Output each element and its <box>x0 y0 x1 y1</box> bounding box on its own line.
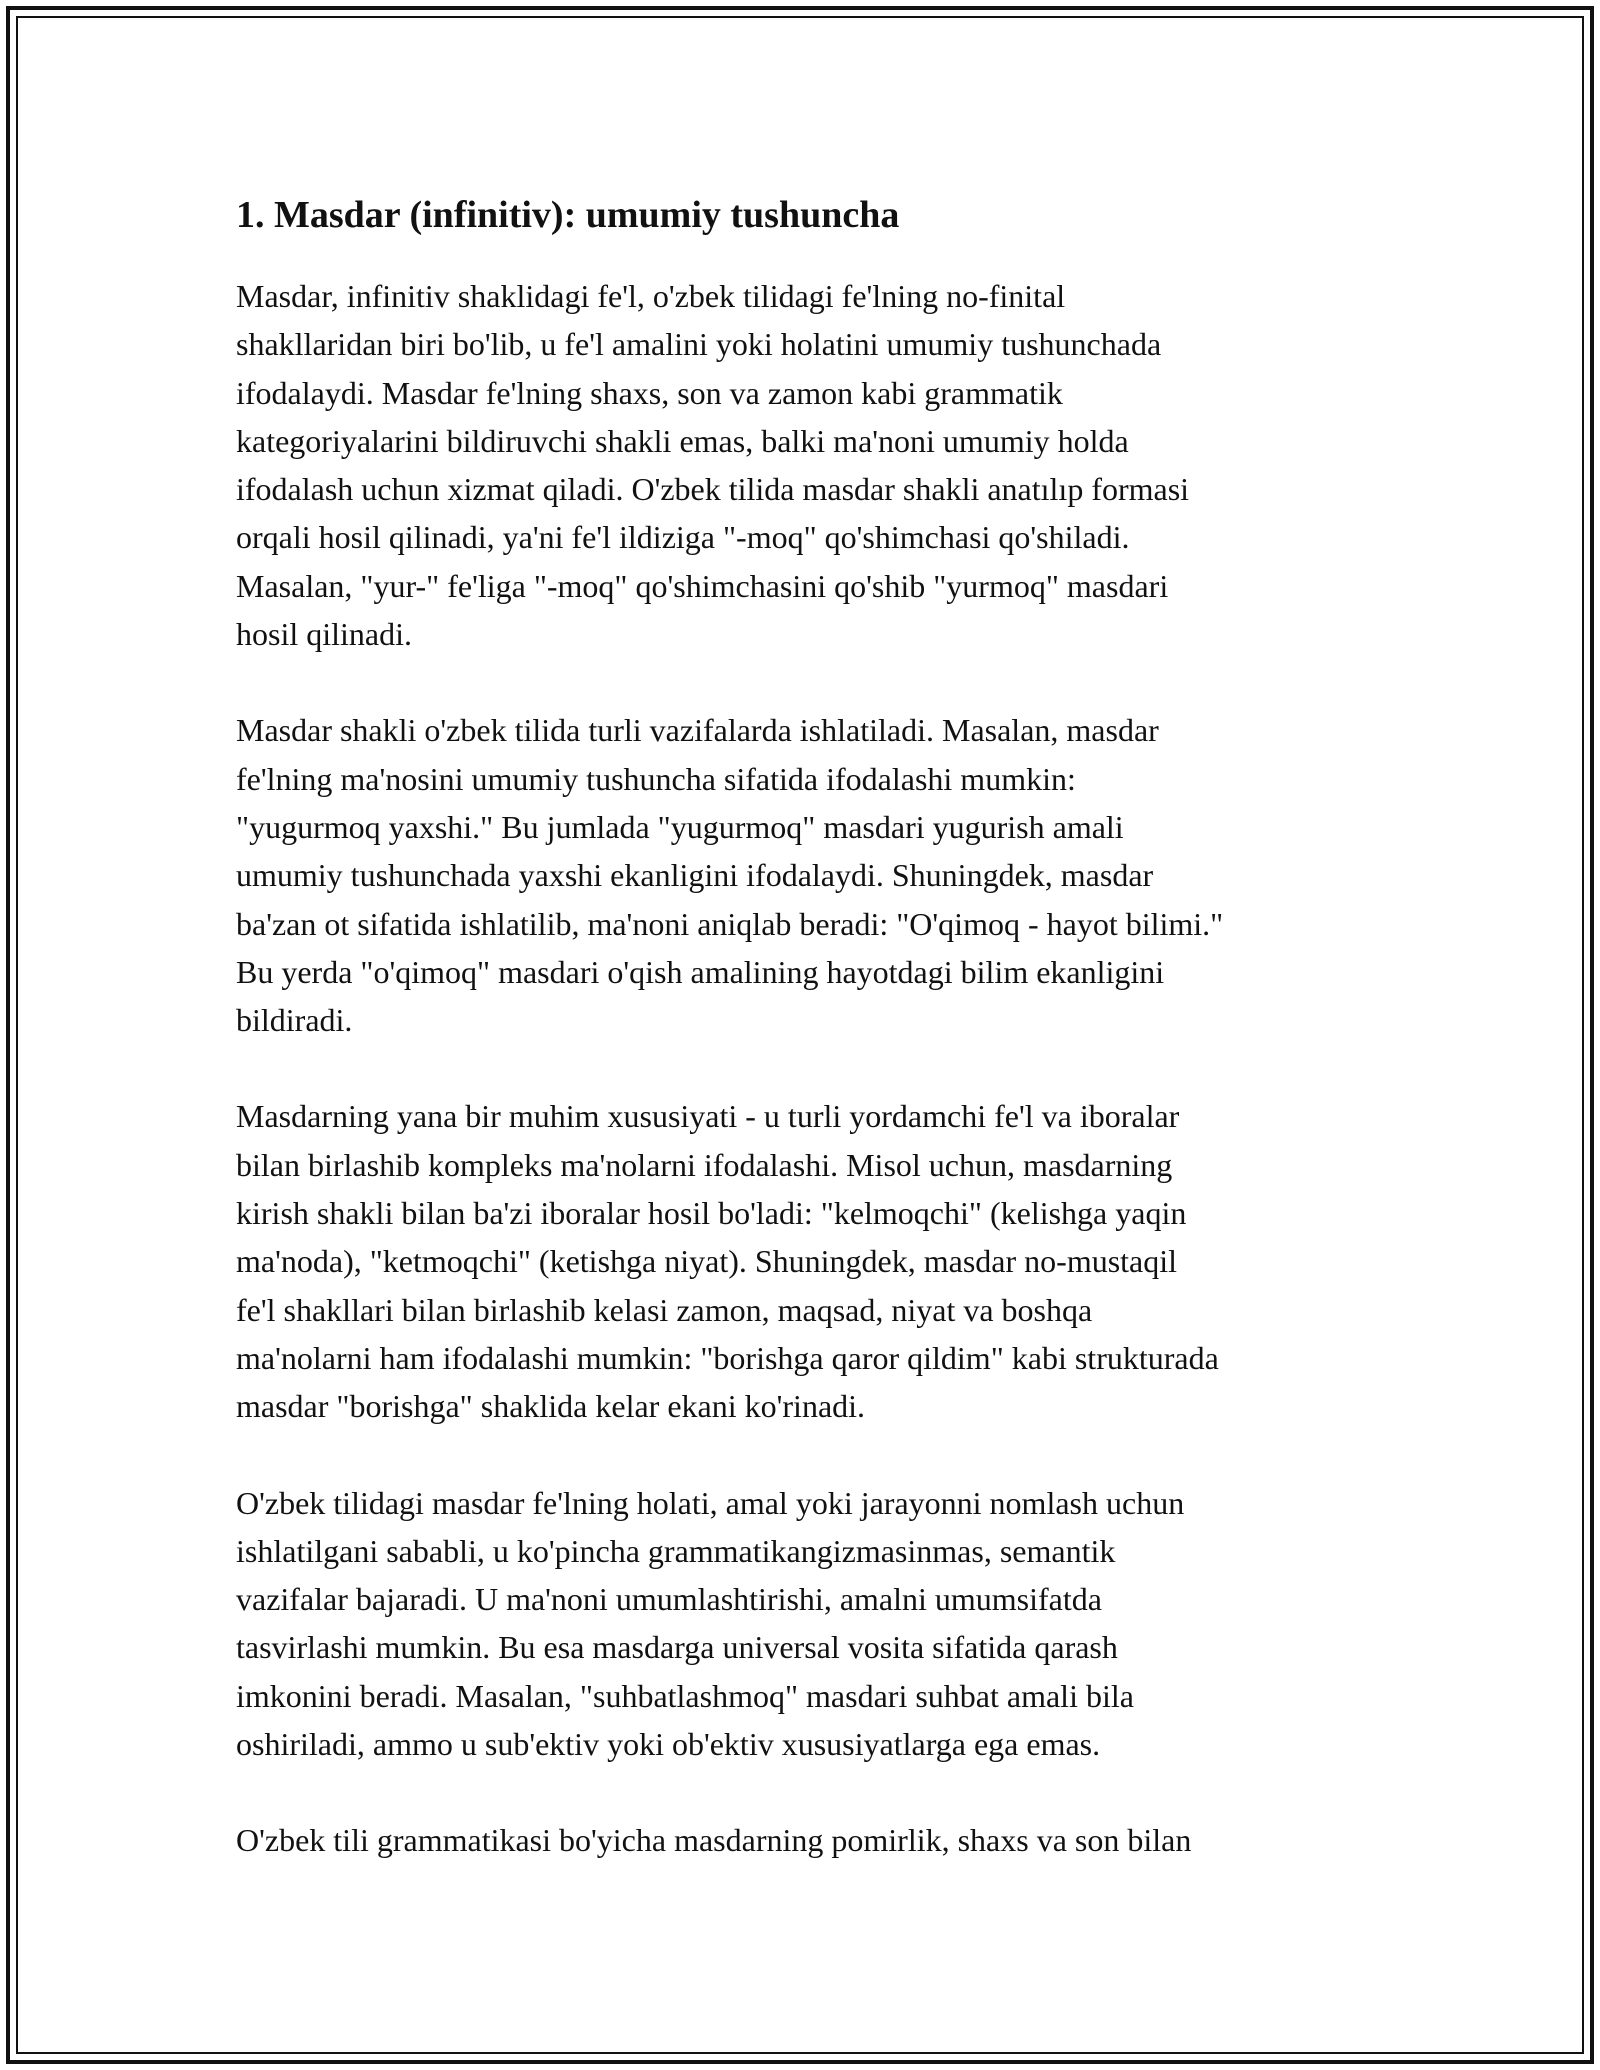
text-line: fe'l shakllari bilan birlashib kelasi zamon, maqsad, niyat va boshqa <box>236 1291 1093 1328</box>
paragraph-4 <box>236 1479 1386 1769</box>
text-line: ma'nolarni ham ifodalashi mumkin: "borishga qaror qildim" kabi strukturada <box>236 1339 1219 1376</box>
text-line: Bu yerda "o'qimoq" masdari o'qish amalining hayotdagi bilim ekanligini <box>236 953 1165 990</box>
text-line: orqali hosil qilinadi, ya'ni fe'l ildiziga "-moq" qo'shimchasi qo'shiladi. <box>236 519 1130 556</box>
text-line: bilan birlashib kompleks ma'nolarni ifodalashi. Misol uchun, masdarning <box>236 1146 1173 1183</box>
text-line: hosil qilinadi. <box>236 616 412 653</box>
text-line: masdar "borishga" shaklida kelar ekani ko'rinadi. <box>236 1388 866 1425</box>
text-line: Masdarning yana bir muhim xususiyati - u turli yordamchi fe'l va iboralar <box>236 1098 1180 1135</box>
text-line: vazifalar bajaradi. U ma'noni umumlashtirishi, amalni umumsifatda <box>236 1581 1102 1618</box>
text-line: Masdar, infinitiv shaklidagi fe'l, o'zbek tilidagi fe'lning no-finital <box>236 278 1066 314</box>
text-line: kategoriyalarini bildiruvchi shakli emas, balki ma'noni umumiy holda <box>236 422 1129 459</box>
text-line: "yugurmoq yaxshi." Bu jumlada "yugurmoq" masdari yugurish amali <box>236 808 1124 845</box>
paragraph-5 <box>236 1816 1386 1864</box>
text-line: O'zbek tili grammatikasi bo'yicha masdarning pomirlik, shaxs va son bilan <box>236 1822 1192 1859</box>
text-line: kirish shakli bilan ba'zi iboralar hosil bo'ladi: "kelmoqchi" (kelishga yaqin <box>236 1195 1187 1232</box>
text-line: Masdar shakli o'zbek tilida turli vazifalarda ishlatiladi. Masalan, masdar <box>236 712 1159 749</box>
text-line: ba'zan ot sifatida ishlatilib, ma'noni aniqlab beradi: "O'qimoq - hayot bilimi." <box>236 905 1224 942</box>
text-line: umumiy tushunchada yaxshi ekanligini ifodalaydi. Shuningdek, masdar <box>236 857 1154 894</box>
text-line: ishlatilgani sababli, u ko'pincha grammatikangizmasinmas, semantik <box>236 1532 1116 1569</box>
text-line: tasvirlashi mumkin. Bu esa masdarga universal vosita sifatida qarash <box>236 1629 1118 1666</box>
text-line: ifodalash uchun xizmat qiladi. O'zbek tilida masdar shakli anatılıp formasi <box>236 471 1190 508</box>
document-body <box>236 188 1386 1913</box>
text-line: shakllaridan biri bo'lib, u fe'l amalini yoki holatini umumiy tushunchada <box>236 326 1162 363</box>
text-line: oshiriladi, ammo u sub'ektiv yoki ob'ektiv xususiyatlarga ega emas. <box>236 1726 1101 1763</box>
text-line: bildiradi. <box>236 1002 353 1039</box>
text-line: imkonini beradi. Masalan, "suhbatlashmoq" masdari suhbat amali bila <box>236 1677 1134 1714</box>
paragraph-3 <box>236 1092 1386 1430</box>
text-line: Masalan, "yur-" fe'liga "-moq" qo'shimchasini qo'shib "yurmoq" masdari <box>236 567 1169 604</box>
paragraph-1 <box>236 272 1386 658</box>
text-line: ifodalaydi. Masdar fe'lning shaxs, son va zamon kabi grammatik <box>236 374 1063 411</box>
paragraph-2 <box>236 706 1386 1044</box>
text-line: ma'noda), "ketmoqchi" (ketishga niyat). Shuningdek, masdar no-mustaqil <box>236 1243 1178 1280</box>
text-line: O'zbek tilidagi masdar fe'lning holati, amal yoki jarayonni nomlash uchun <box>236 1484 1185 1521</box>
text-line: fe'lning ma'nosini umumiy tushuncha sifatida ifodalashi mumkin: <box>236 760 1076 797</box>
section-heading: 1. Masdar (infinitiv): umumiy tushuncha <box>236 194 900 236</box>
